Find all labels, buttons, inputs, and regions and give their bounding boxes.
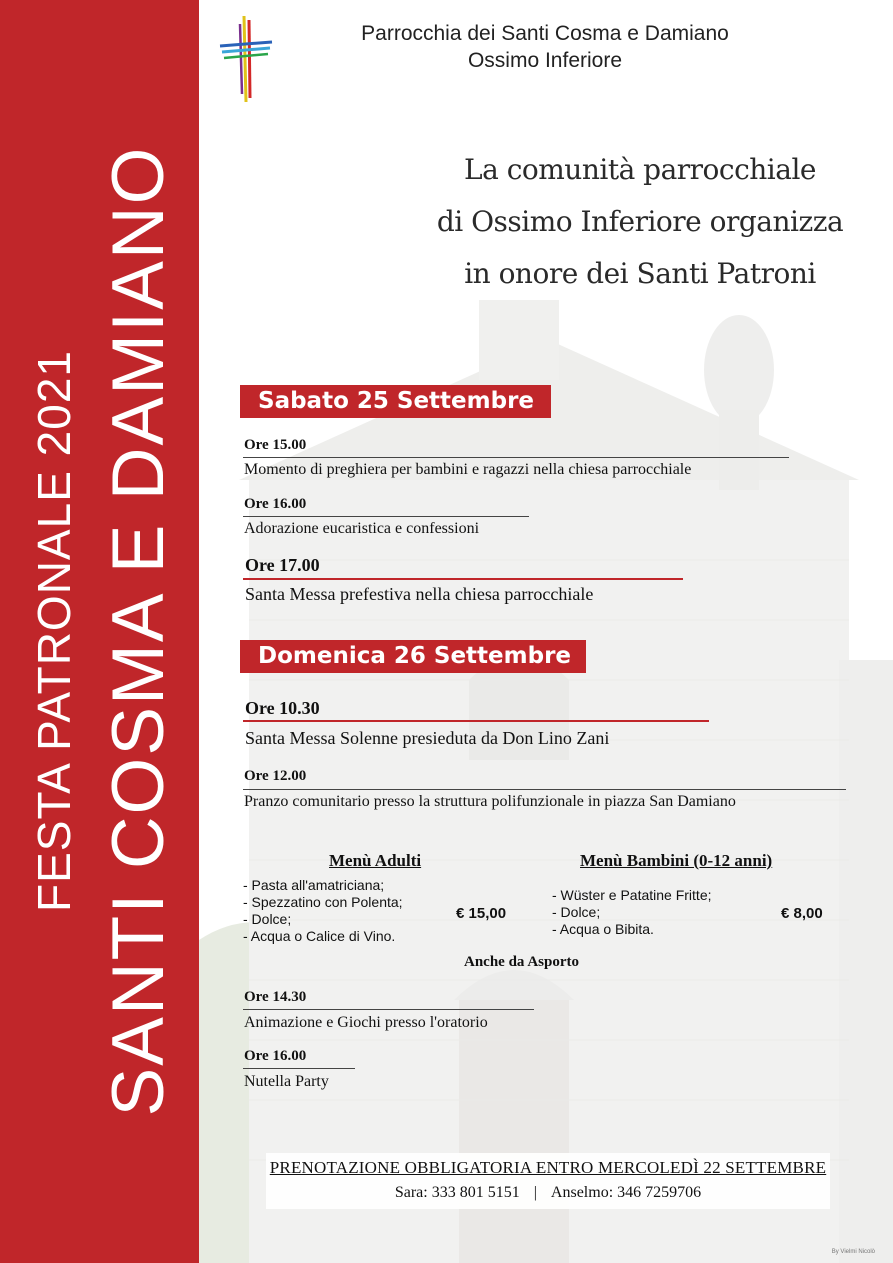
contact-separator: | xyxy=(533,1184,537,1201)
divider xyxy=(243,1009,534,1010)
kids-menu-list xyxy=(552,887,712,938)
takeaway-note: Anche da Asporto xyxy=(464,954,580,970)
event-time: Ore 16.00 xyxy=(244,496,307,512)
event-description: Pranzo comunitario presso la struttura polifunzionale in piazza San Damiano xyxy=(244,793,736,810)
contact-anselmo: Anselmo: 346 7259706 xyxy=(550,1184,702,1201)
event-time: Ore 14.30 xyxy=(244,989,307,1005)
cross-icon xyxy=(216,14,276,104)
festival-subtitle: FESTA PATRONALE 2021 xyxy=(28,350,80,912)
event-description: Animazione e Giochi presso l'oratorio xyxy=(244,1014,488,1031)
menu-item: - Dolce; xyxy=(552,904,601,920)
divider xyxy=(243,789,846,790)
event-description: Santa Messa prefestiva nella chiesa parrocchiale xyxy=(245,584,594,604)
menu-item: - Spezzatino con Polenta; xyxy=(243,894,403,910)
event-time: Ore 15.00 xyxy=(244,437,307,453)
intro-line-1: La comunità parrocchiale xyxy=(464,153,816,186)
divider xyxy=(243,578,683,580)
parish-header xyxy=(290,20,800,74)
divider xyxy=(243,516,529,517)
event-description: Santa Messa Solenne presieduta da Don Lino Zani xyxy=(245,728,610,748)
sunday-heading: Domenica 26 Settembre xyxy=(240,640,586,673)
parish-name: Parrocchia dei Santi Cosma e Damiano xyxy=(361,22,729,45)
intro-line-2: di Ossimo Inferiore organizza xyxy=(436,205,844,238)
menu-item: - Pasta all'amatriciana; xyxy=(243,877,385,893)
saturday-heading: Sabato 25 Settembre xyxy=(240,385,551,418)
contact-sara: Sara: 333 801 5151 xyxy=(394,1184,520,1201)
menu-item: - Acqua o Bibita. xyxy=(552,921,654,937)
divider xyxy=(243,1068,355,1069)
booking-contacts xyxy=(266,1184,830,1202)
event-description: Adorazione eucaristica e confessioni xyxy=(244,520,480,537)
intro-line-3: in onore dei Santi Patroni xyxy=(464,257,816,290)
menu-item: - Acqua o Calice di Vino. xyxy=(243,928,396,944)
kids-menu-title: Menù Bambini (0-12 anni) xyxy=(580,851,773,870)
event-time: Ore 16.00 xyxy=(244,1048,307,1064)
menu-item: - Wüster e Patatine Fritte; xyxy=(552,887,712,903)
event-time: Ore 10.30 xyxy=(245,698,320,718)
designer-credit: By Vielmi Nicolò xyxy=(831,1249,875,1255)
parish-location: Ossimo Inferiore xyxy=(467,49,623,72)
kids-menu-price: € 8,00 xyxy=(781,905,823,922)
event-time: Ore 17.00 xyxy=(245,555,320,575)
adult-menu-list xyxy=(243,877,403,945)
divider xyxy=(243,457,789,458)
divider xyxy=(243,720,709,722)
menu-item: - Dolce; xyxy=(243,911,292,927)
event-time: Ore 12.00 xyxy=(244,768,307,784)
adult-menu-title: Menù Adulti xyxy=(329,851,422,870)
event-description: Momento di preghiera per bambini e ragazzi nella chiesa parrocchiale xyxy=(244,461,692,478)
intro-text xyxy=(420,144,860,300)
booking-box xyxy=(266,1153,830,1209)
booking-notice: PRENOTAZIONE OBBLIGATORIA ENTRO MERCOLEDÌ 22 SETTEMBRE xyxy=(269,1158,827,1177)
adult-menu-price: € 15,00 xyxy=(456,905,507,922)
event-description: Nutella Party xyxy=(244,1073,329,1090)
festival-title: SANTI COSMA E DAMIANO xyxy=(98,145,179,1117)
sidebar-banner xyxy=(0,0,199,1263)
